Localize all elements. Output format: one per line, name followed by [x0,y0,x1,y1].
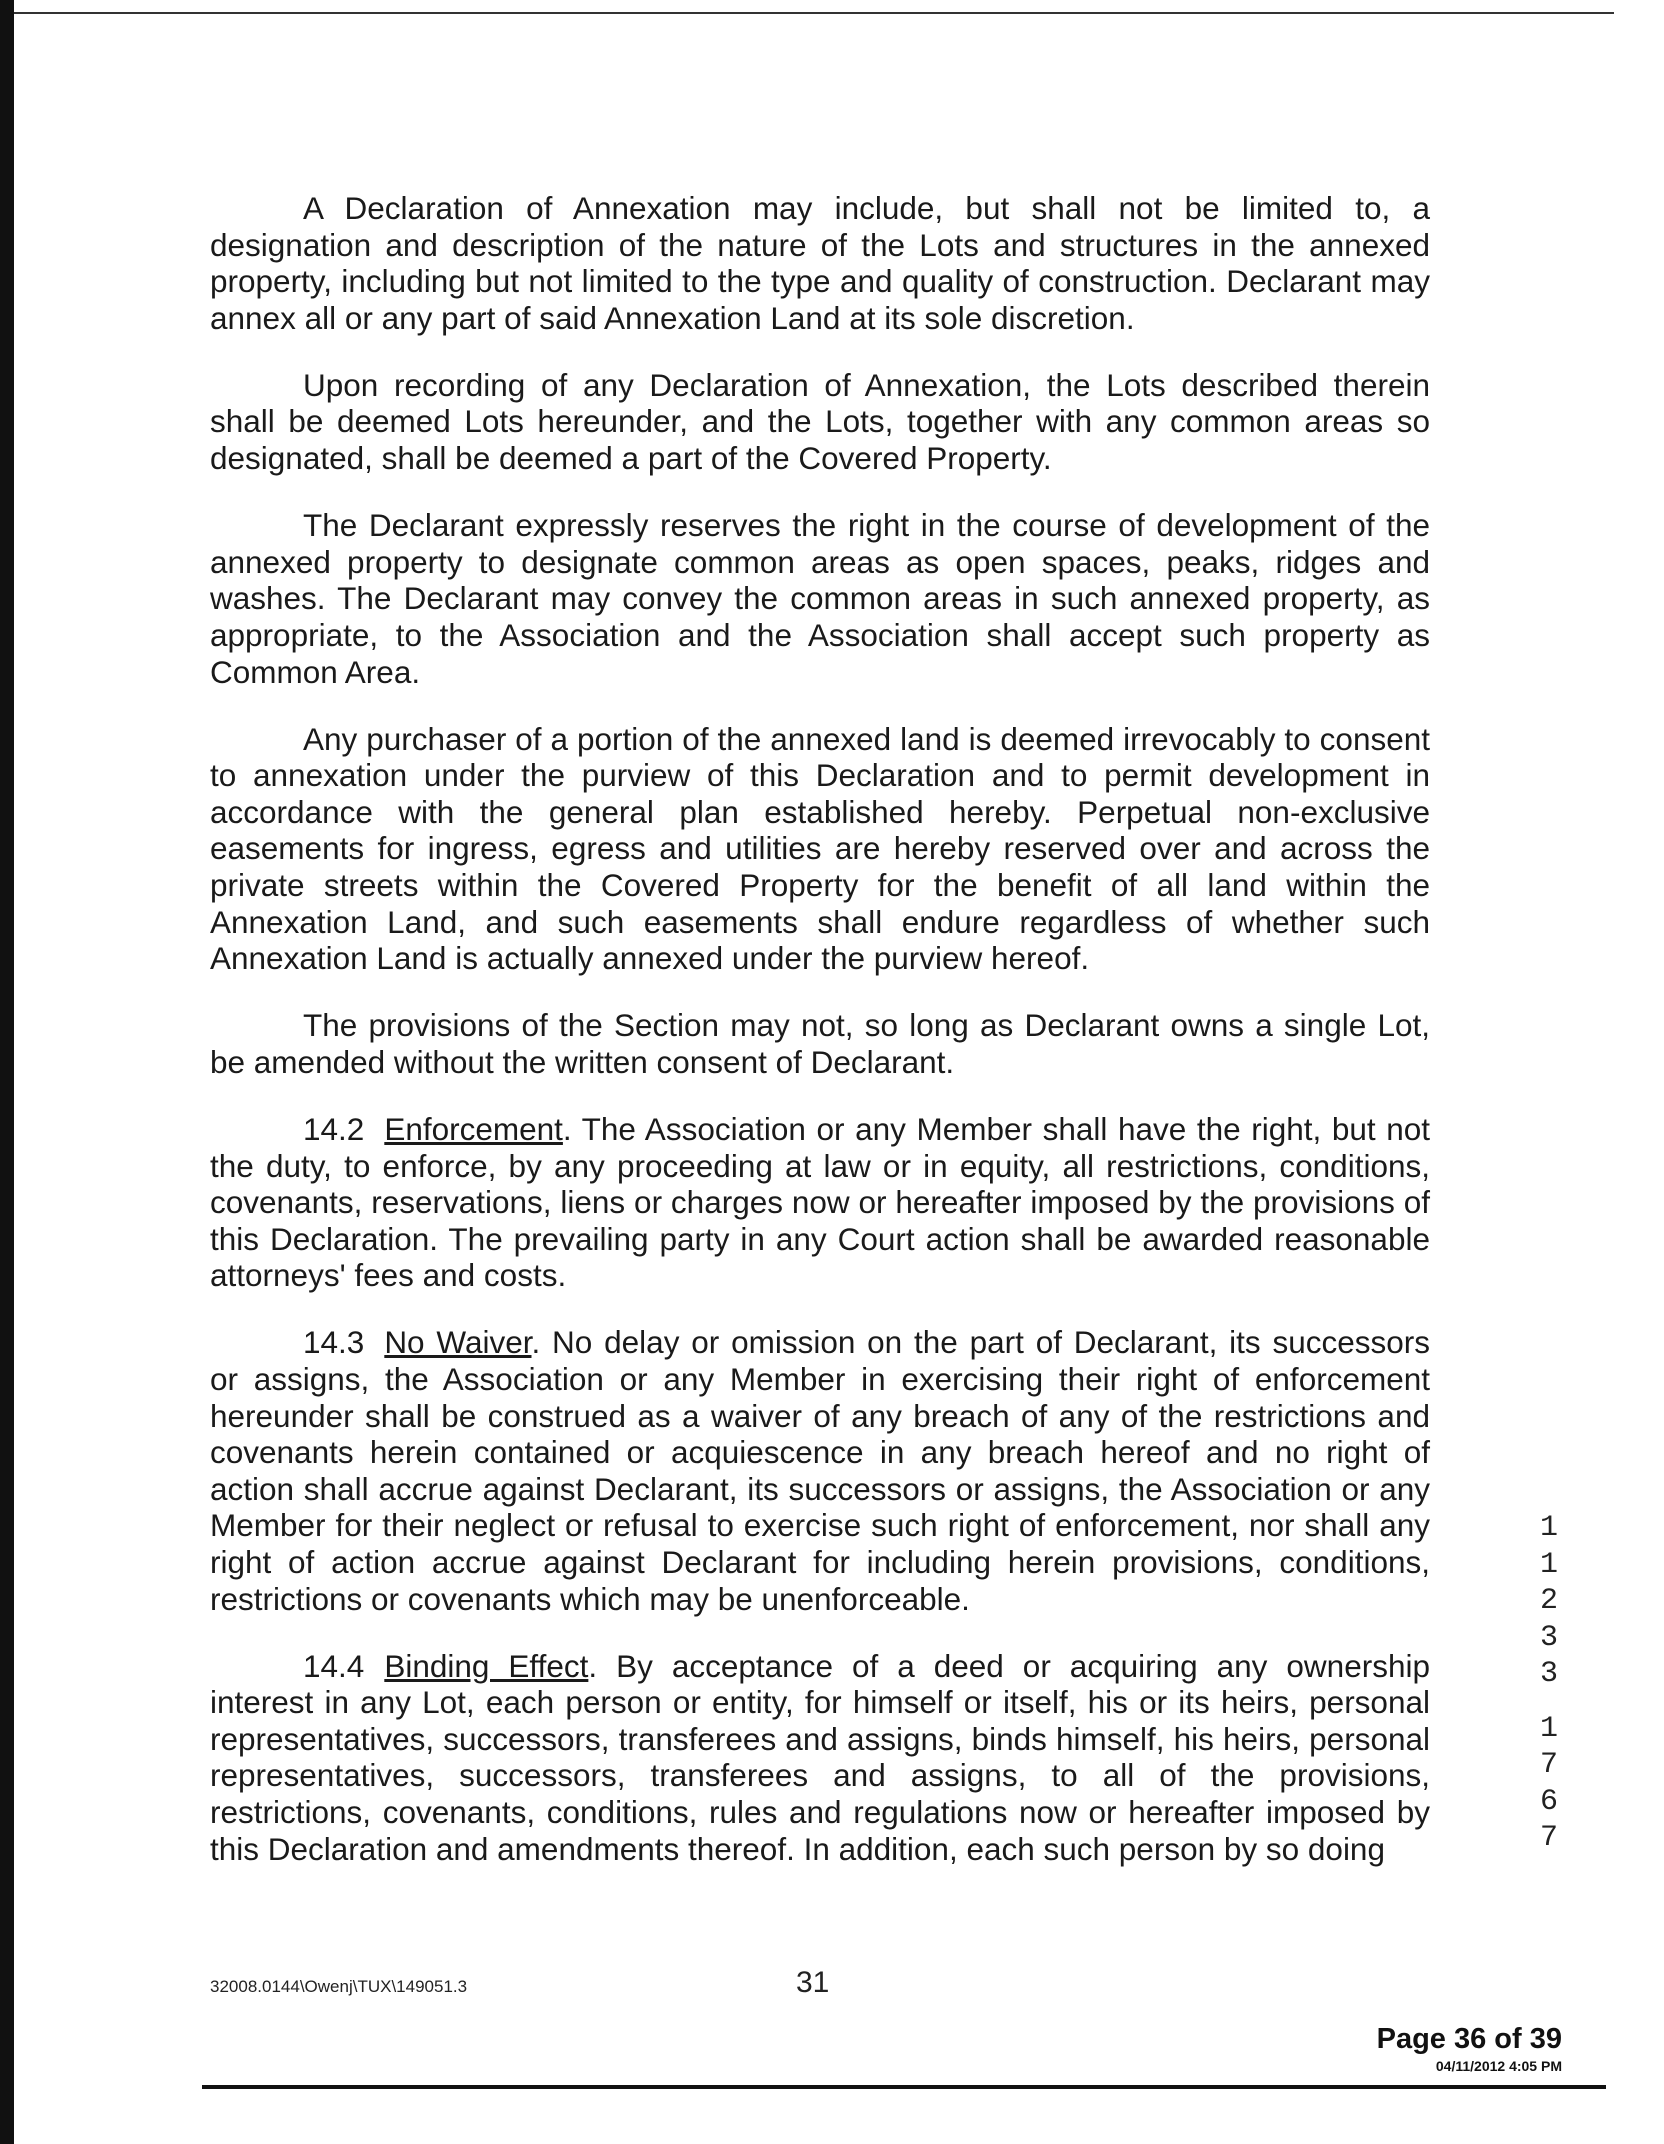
recording-stamp-vertical [1538,1510,1560,1857]
scan-left-edge [0,0,14,2144]
recorder-timestamp: 04/11/2012 4:05 PM [1435,2058,1562,2074]
stamp-digit: 3 [1539,1657,1558,1691]
section-number: 14.3 [303,1324,365,1361]
stamp-digit: 7 [1539,1821,1558,1855]
scan-top-edge [14,12,1614,14]
section-heading-enforcement: Enforcement [384,1110,563,1147]
section-body: . By acceptance of a deed or acquiring any ownership interest in any Lot, each person or entity, for himself or itself, his or its heirs, personal representatives, successors, transferees and assigns, binds himself, his heirs, personal representatives, successors, transferees and assigns, to all of the provisions, restrictions, covenants, conditions, rules and regulations now or hereafter imposed by this Declaration and amendments thereof. In addition, each such person by so doing [210,1647,1430,1867]
section-body: . The Association or any Member shall have the right, but not the duty, to enforce, by any proceeding at law or in equity, all restrictions, conditions, covenants, reservations, liens or charges now or hereafter imposed by the provisions of this Declaration. The prevailing party in any Court action shall be awarded reasonable attorneys' fees and costs. [210,1110,1430,1294]
footer-file-id: 32008.0144\Owenj\TUX\149051.3 [210,1977,468,1996]
section-number: 14.2 [303,1110,365,1147]
section-14-2 [210,1111,1430,1294]
section-body: . No delay or omission on the part of Declarant, its successors or assigns, the Association or any Member in exercising their right of enforcement hereunder shall be construed as a waiver of any breach of any of the restrictions and covenants herein contained or acquiescence in any breach hereof and no right of action shall accrue against Declarant, its successors or assigns, the Association or any Member for their neglect or refusal to exercise such right of enforcement, nor shall any right of action accrue against Declarant for including herein provisions, conditions, restrictions or covenants which may be unenforceable. [210,1324,1430,1617]
paragraph-annexation-contents: A Declaration of Annexation may include, but shall not be limited to, a designation and description of the nature of the Lots and structures in the annexed property, including but not limited to the type and quality of construction. Declarant may annex all or any part of said Annexation Land at its sole discretion. [210,190,1430,336]
paragraph-recording-annexation: Upon recording of any Declaration of Annexation, the Lots described therein shall be deemed Lots hereunder, and the Lots, together with any common areas so designated, shall be deemed a part of the Covered Property. [210,366,1430,477]
stamp-digit: 7 [1539,1748,1558,1782]
stamp-digit: 1 [1539,1547,1558,1582]
stamp-digit: 1 [1539,1711,1558,1746]
stamp-digit: 2 [1539,1584,1558,1618]
section-heading-binding-effect: Binding Effect [384,1647,589,1684]
document-body [210,190,1430,1898]
stamp-spacer [1538,1693,1560,1711]
stamp-digit: 6 [1539,1784,1558,1819]
paragraph-purchaser-consent: Any purchaser of a portion of the annexed land is deemed irrevocably to consent to annexation under the purview of this Declaration and to permit development in accordance with the general plan established hereby. Perpetual non-exclusive easements for ingress, egress and utilities are hereby reserved over and across the private streets within the Covered Property for the benefit of all land within the Annexation Land, and such easements shall endure regardless of whether such Annexation Land is actually annexed under the purview hereof. [210,720,1430,977]
stamp-digit: 1 [1539,1511,1558,1545]
stamp-digit: 3 [1539,1620,1558,1655]
section-14-3 [210,1324,1430,1617]
paragraph-common-areas: The Declarant expressly reserves the right in the course of development of the annexed property to designate common areas as open spaces, peaks, ridges and washes. The Declarant may convey the common areas in such annexed property, as appropriate, to the Association and the Association shall accept such property as Common Area. [210,507,1430,690]
footer-rule [202,2085,1606,2089]
section-number: 14.4 [303,1647,365,1684]
recorder-page-count: Page 36 of 39 [1376,2023,1562,2055]
paragraph-amendment-restriction: The provisions of the Section may not, so long as Declarant owns a single Lot, be amended without the written consent of Declarant. [210,1007,1430,1080]
section-14-4 [210,1648,1430,1868]
footer-page-number: 31 [796,1966,830,1999]
section-heading-no-waiver: No Waiver [384,1324,532,1361]
